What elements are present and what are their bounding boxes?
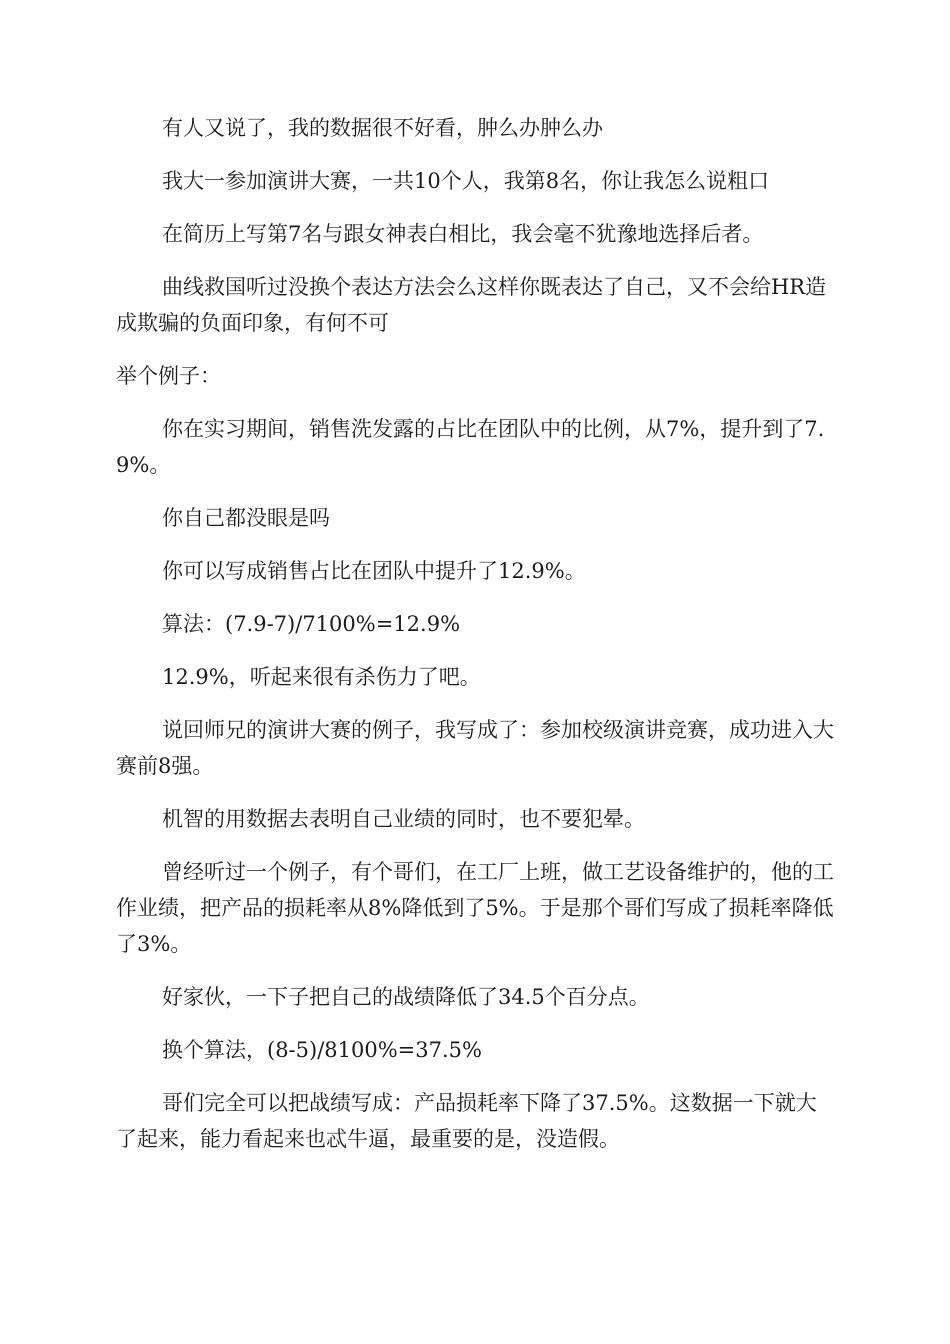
paragraph: 举个例子： bbox=[116, 364, 221, 388]
paragraph: 在简历上写第7名与跟女神表白相比，我会毫不犹豫地选择后者。 bbox=[162, 222, 764, 246]
paragraph: 换个算法，(8-5)/8100%=37.5% bbox=[162, 1038, 482, 1062]
paragraph: 你自己都没眼是吗 bbox=[162, 506, 330, 530]
paragraph: 你可以写成销售占比在团队中提升了12.9%。 bbox=[162, 559, 586, 583]
paragraph: 你在实习期间，销售洗发露的占比在团队中的比例，从7%，提升到了7.9%。 bbox=[116, 417, 825, 477]
paragraph: 曲线救国听过没换个表达方法会么这样你既表达了自己，又不会给HR造成欺骗的负面印象，有何不可 bbox=[116, 275, 827, 335]
paragraph: 我大一参加演讲大赛，一共10个人，我第8名，你让我怎么说粗口 bbox=[162, 169, 770, 193]
paragraph: 12.9%，听起来很有杀伤力了吧。 bbox=[162, 665, 481, 689]
document-body bbox=[116, 110, 836, 1174]
paragraph: 好家伙，一下子把自己的战绩降低了34.5个百分点。 bbox=[162, 985, 650, 1009]
paragraph: 算法：(7.9-7)/7100%=12.9% bbox=[162, 612, 461, 636]
paragraph: 哥们完全可以把战绩写成：产品损耗率下降了37.5%。这数据一下就大了起来，能力看起来也忒牛逼，最重要的是，没造假。 bbox=[116, 1091, 817, 1151]
paragraph: 机智的用数据去表明自己业绩的同时，也不要犯晕。 bbox=[162, 807, 645, 831]
paragraph: 有人又说了，我的数据很不好看，肿么办肿么办 bbox=[162, 116, 603, 140]
paragraph: 曾经听过一个例子，有个哥们，在工厂上班，做工艺设备维护的，他的工作业绩，把产品的损耗率从8%降低到了5%。于是那个哥们写成了损耗率降低了3%。 bbox=[116, 860, 834, 956]
paragraph: 说回师兄的演讲大赛的例子，我写成了：参加校级演讲竞赛，成功进入大赛前8强。 bbox=[116, 718, 834, 778]
